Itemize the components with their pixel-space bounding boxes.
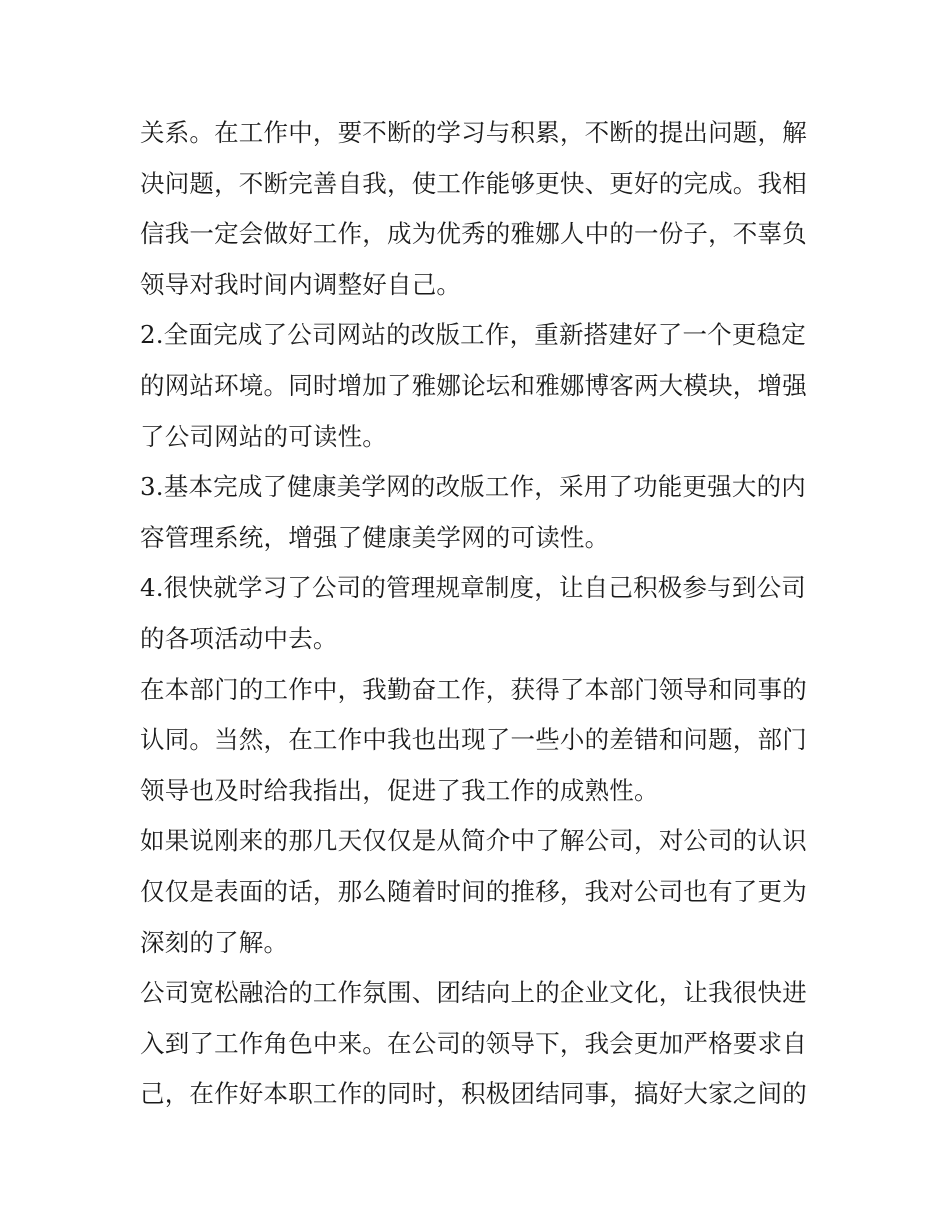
paragraph [140, 563, 820, 664]
text-line: 仅仅是表面的话，那么随着时间的推移，我对公司也有了更为 [140, 876, 807, 906]
paragraph [140, 310, 820, 462]
text-line: 领导也及时给我指出，促进了我工作的成熟性。 [140, 775, 659, 805]
text-line: 的网站环境。同时增加了雅娜论坛和雅娜博客两大模块，增强 [140, 370, 807, 400]
text-line: 公司宽松融洽的工作氛围、团结向上的企业文化，让我很快进 [140, 978, 807, 1008]
paragraph [140, 108, 820, 310]
text-line: 领导对我时间内调整好自己。 [140, 269, 462, 299]
text-line: 在本部门的工作中，我勤奋工作，获得了本部门领导和同事的 [140, 674, 807, 704]
text-line: 入到了工作角色中来。在公司的领导下，我会更加严格要求自 [140, 1028, 807, 1058]
document-body [140, 108, 820, 1120]
text-line: 己，在作好本职工作的同时，积极团结同事，搞好大家之间的 [140, 1079, 807, 1109]
text-line: 认同。当然，在工作中我也出现了一些小的差错和问题，部门 [140, 725, 807, 755]
text-line: 如果说刚来的那几天仅仅是从简介中了解公司，对公司的认识 [140, 826, 807, 856]
text-line: 决问题，不断完善自我，使工作能够更快、更好的完成。我相 [140, 168, 807, 198]
text-line: 3.基本完成了健康美学网的改版工作，采用了功能更强大的内 [140, 472, 806, 502]
text-line: 4.很快就学习了公司的管理规章制度，让自己积极参与到公司 [140, 573, 806, 603]
paragraph [140, 968, 820, 1120]
paragraph [140, 816, 820, 968]
text-line: 2.全面完成了公司网站的改版工作，重新搭建好了一个更稳定 [140, 320, 806, 350]
paragraph [140, 462, 820, 563]
text-line: 了公司网站的可读性。 [140, 421, 387, 451]
text-line: 容管理系统，增强了健康美学网的可读性。 [140, 522, 610, 552]
text-line: 关系。在工作中，要不断的学习与积累，不断的提出问题，解 [140, 118, 807, 147]
paragraph [140, 665, 820, 817]
text-line: 信我一定会做好工作，成为优秀的雅娜人中的一份子，不辜负 [140, 219, 807, 249]
text-line: 深刻的了解。 [140, 927, 289, 957]
text-line: 的各项活动中去。 [140, 623, 338, 653]
